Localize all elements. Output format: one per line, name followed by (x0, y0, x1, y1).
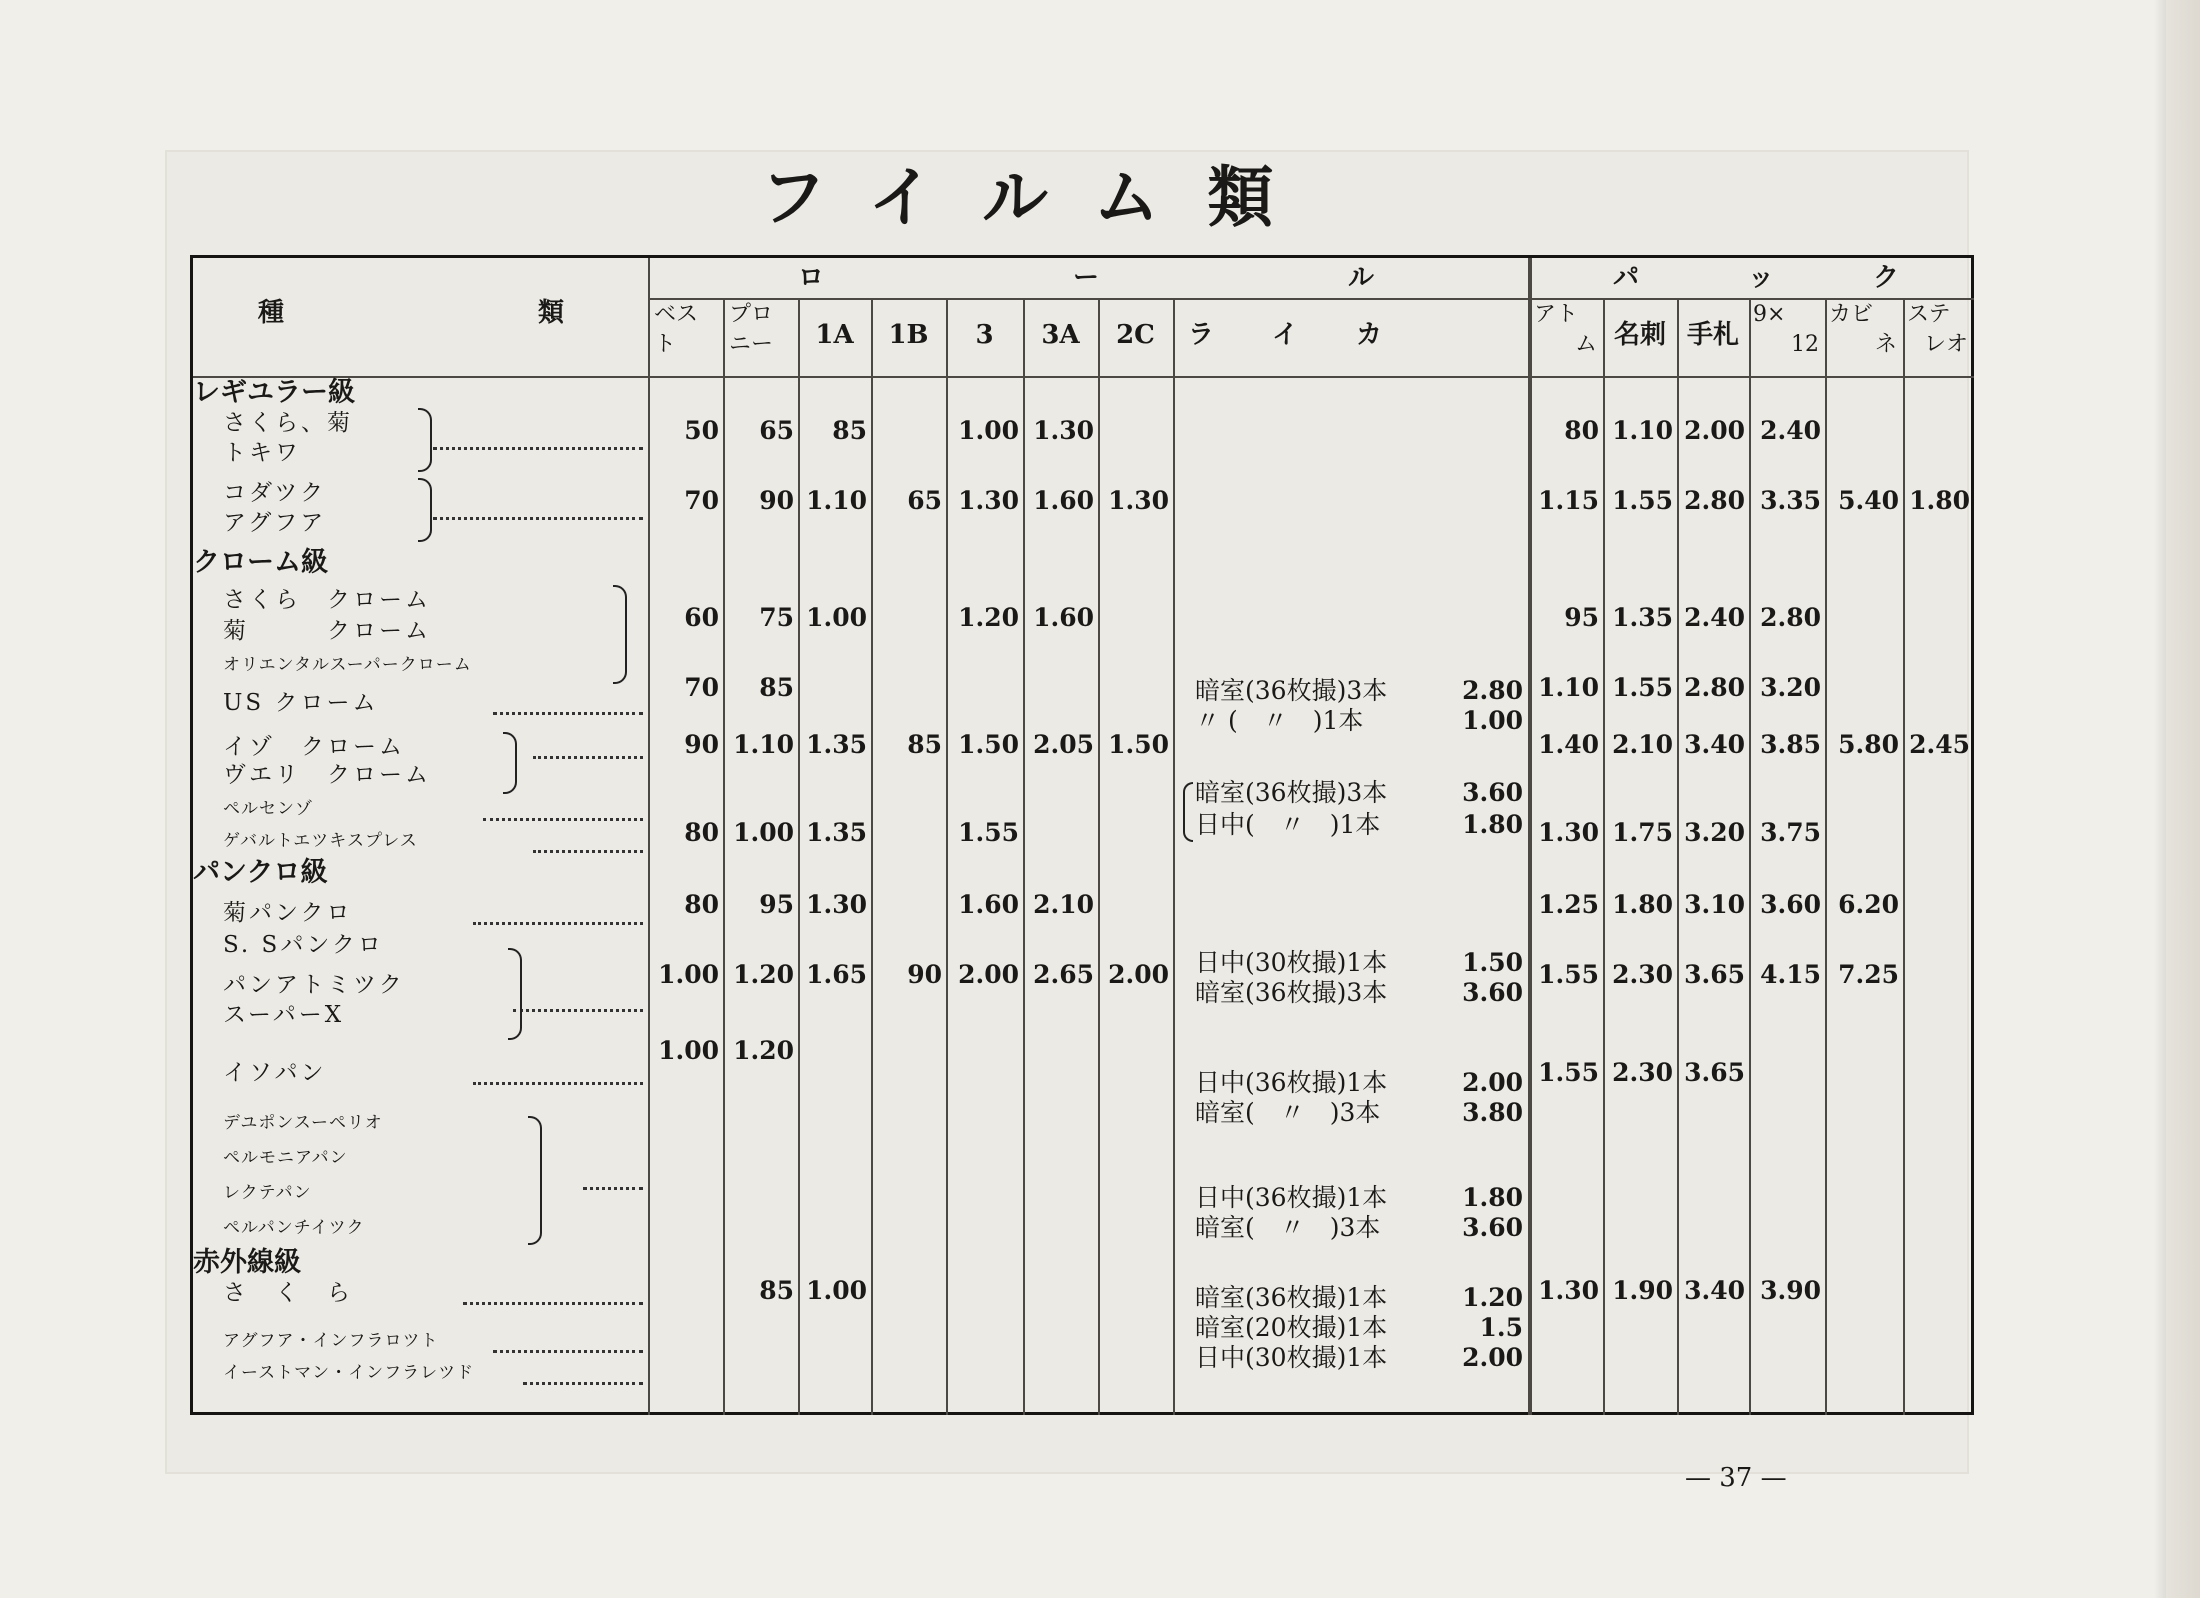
roll-price: 1.60 (958, 890, 1019, 919)
roll-price: 70 (684, 673, 719, 702)
leader-dots (493, 1350, 643, 1353)
header-roll-col-bottom: ト (654, 332, 677, 357)
brace-bracket (1183, 782, 1193, 842)
pack-price: 3.10 (1684, 890, 1745, 919)
pack-price: 3.85 (1760, 730, 1821, 759)
film-name: S. Sパンクロ (223, 932, 384, 958)
pack-price: 3.20 (1760, 673, 1821, 702)
header-pack-col-bottom: 12 (1791, 332, 1819, 357)
film-name: オリエンタルスーパークローム (223, 655, 472, 675)
roll-price: 1.00 (806, 1276, 867, 1305)
leader-dots (473, 922, 643, 925)
brace-bracket (503, 732, 517, 794)
header-roll-2: ー (1073, 263, 1100, 293)
pack-price: 2.45 (1909, 730, 1970, 759)
leader-dots (433, 517, 643, 520)
leica-entry-price: 1.80 (1462, 810, 1523, 839)
roll-price: 1.10 (806, 486, 867, 515)
pack-price: 1.25 (1538, 890, 1599, 919)
pack-price: 1.35 (1612, 603, 1673, 632)
roll-price: 2.05 (1033, 730, 1094, 759)
roll-price: 65 (907, 486, 942, 515)
pack-price: 3.75 (1760, 818, 1821, 847)
vline (1098, 298, 1100, 1415)
roll-price: 1.55 (958, 818, 1019, 847)
film-name: コダツク (223, 480, 327, 506)
leader-dots (463, 1302, 643, 1305)
header-pack-col: 名刺 (1613, 320, 1666, 350)
film-name: イソパン (223, 1060, 327, 1086)
pack-price: 3.90 (1760, 1276, 1821, 1305)
page-number: — 37 — (1685, 1463, 1787, 1493)
leica-entry-label: 日中(36枚撮)1本 (1195, 1068, 1388, 1097)
header-pack-col-top: カビ (1829, 302, 1874, 327)
brace-bracket (528, 1116, 542, 1245)
roll-price: 1.10 (733, 730, 794, 759)
pack-price: 1.55 (1612, 486, 1673, 515)
pack-price: 1.30 (1538, 1276, 1599, 1305)
film-price-table (190, 255, 1974, 1415)
pack-price: 1.10 (1538, 673, 1599, 702)
header-roll-3: ル (1348, 263, 1375, 293)
header-pack-1: パ (1613, 263, 1640, 293)
vline (1677, 298, 1679, 1415)
pack-price: 6.20 (1838, 890, 1899, 919)
roll-price: 1.35 (806, 730, 867, 759)
roll-price: 60 (684, 603, 719, 632)
leader-dots (473, 1082, 643, 1085)
film-name: さ く ら (223, 1280, 353, 1306)
film-name: パンアトミツク (223, 972, 405, 998)
leader-dots (523, 1382, 643, 1385)
pack-price: 2.30 (1612, 960, 1673, 989)
film-name: ヴエリ クローム (223, 762, 431, 788)
roll-price: 80 (684, 890, 719, 919)
roll-price: 90 (759, 486, 794, 515)
header-roll-1: ロ (798, 263, 825, 293)
film-name: イゾ クローム (223, 734, 405, 760)
roll-price: 2.00 (958, 960, 1019, 989)
section-label: レギユラー級 (193, 377, 355, 408)
pack-price: 1.55 (1538, 960, 1599, 989)
header-pack-col-bottom: ム (1574, 332, 1597, 357)
header-leica: ラ イ カ (1188, 320, 1399, 350)
roll-price: 1.60 (1033, 486, 1094, 515)
leica-entry-label: 暗室( 〃 )3本 (1195, 1213, 1381, 1242)
leica-entry-label: 暗室( 〃 )3本 (1195, 1098, 1381, 1127)
film-name: アグフア (223, 510, 327, 536)
brace-bracket (418, 478, 432, 542)
leica-entry-label: 暗室(20枚撮)1本 (1195, 1313, 1388, 1342)
roll-price: 1.00 (658, 1036, 719, 1065)
section-label: パンクロ級 (193, 857, 328, 888)
film-name: さくら、菊 (223, 410, 353, 436)
roll-price: 1.20 (733, 1036, 794, 1065)
header-pack-3: ク (1873, 263, 1900, 293)
leica-entry-price: 3.60 (1462, 1213, 1523, 1242)
roll-price: 1.00 (733, 818, 794, 847)
header-pack-col-bottom: レオ (1923, 332, 1968, 357)
header-roll-col-bottom: ニー (729, 332, 774, 357)
roll-price: 2.65 (1033, 960, 1094, 989)
section-label: クローム級 (193, 547, 328, 578)
pack-price: 3.60 (1760, 890, 1821, 919)
film-name: ペルセンゾ (223, 799, 313, 819)
pack-price: 3.65 (1684, 1058, 1745, 1087)
leica-entry-label: 暗室(36枚撮)3本 (1195, 978, 1388, 1007)
roll-price: 1.60 (1033, 603, 1094, 632)
pack-price: 5.40 (1838, 486, 1899, 515)
vline (1825, 298, 1827, 1415)
header-kind-right: 類 (538, 298, 565, 328)
pack-price: 1.40 (1538, 730, 1599, 759)
brace-bracket (613, 585, 627, 684)
pack-price: 1.80 (1612, 890, 1673, 919)
header-pack-2: ッ (1748, 263, 1775, 293)
leader-dots (433, 447, 643, 450)
leica-entry-price: 2.00 (1462, 1068, 1523, 1097)
header-roll-col-top: プロ (729, 302, 774, 327)
leader-dots (483, 818, 643, 821)
pack-price: 1.90 (1612, 1276, 1673, 1305)
roll-price: 90 (907, 960, 942, 989)
pack-price: 2.40 (1760, 416, 1821, 445)
leader-dots (513, 1009, 643, 1012)
film-name: アグフア・インフラロツト (223, 1331, 439, 1351)
leica-entry-label: 暗室(36枚撮)1本 (1195, 1283, 1388, 1312)
header-pack-col-top: アト (1534, 302, 1579, 327)
pack-price: 1.15 (1538, 486, 1599, 515)
roll-price: 1.65 (806, 960, 867, 989)
leica-entry-label: 日中(36枚撮)1本 (1195, 1183, 1388, 1212)
leica-entry-price: 1.20 (1462, 1283, 1523, 1312)
roll-price: 1.30 (958, 486, 1019, 515)
roll-price: 1.30 (1033, 416, 1094, 445)
pack-price: 1.75 (1612, 818, 1673, 847)
roll-price: 2.10 (1033, 890, 1094, 919)
pack-price: 5.80 (1838, 730, 1899, 759)
pack-price: 3.20 (1684, 818, 1745, 847)
roll-price: 1.20 (733, 960, 794, 989)
roll-price: 1.30 (806, 890, 867, 919)
pack-price: 3.35 (1760, 486, 1821, 515)
header-roll-col-top: ベス (654, 302, 699, 327)
leica-entry-price: 2.00 (1462, 1343, 1523, 1372)
header-pack-col-bottom: ネ (1874, 332, 1897, 357)
vline (1749, 298, 1751, 1415)
pack-price: 4.15 (1760, 960, 1821, 989)
pack-price: 3.65 (1684, 960, 1745, 989)
leica-entry-price: 1.5 (1479, 1313, 1523, 1342)
roll-price: 85 (759, 1276, 794, 1305)
roll-price: 2.00 (1108, 960, 1169, 989)
roll-price: 75 (759, 603, 794, 632)
header-roll-col: 1A (815, 320, 854, 350)
header-pack-col-top: ステ (1907, 302, 1951, 327)
vline (871, 298, 873, 1415)
leica-entry-label: 暗室(36枚撮)3本 (1195, 778, 1388, 807)
roll-price: 50 (684, 416, 719, 445)
vline (1603, 298, 1605, 1415)
film-name: ペルパンチイツク (223, 1218, 365, 1238)
leica-entry-label: 日中(30枚撮)1本 (1195, 1343, 1388, 1372)
roll-price: 85 (832, 416, 867, 445)
hline-header-bottom (193, 376, 1974, 378)
pack-price: 1.30 (1538, 818, 1599, 847)
header-roll-col: 1B (888, 320, 929, 350)
pack-price: 95 (1564, 603, 1599, 632)
leica-entry-price: 3.60 (1462, 978, 1523, 1007)
leica-entry-label: 〃 ( 〃 )1本 (1195, 706, 1364, 735)
roll-price: 95 (759, 890, 794, 919)
leader-dots (533, 850, 643, 853)
roll-price: 65 (759, 416, 794, 445)
leader-dots (533, 756, 643, 759)
pack-price: 2.00 (1684, 416, 1745, 445)
pack-price: 3.40 (1684, 1276, 1745, 1305)
vline (1903, 298, 1905, 1415)
vline (1023, 298, 1025, 1415)
pack-price: 2.80 (1684, 486, 1745, 515)
header-pack-col: 手札 (1686, 320, 1739, 350)
roll-price: 85 (907, 730, 942, 759)
film-name: US クローム (223, 690, 379, 716)
leica-entry-price: 3.80 (1462, 1098, 1523, 1127)
pack-price: 2.80 (1684, 673, 1745, 702)
leader-dots (583, 1187, 643, 1190)
film-name: デユポンスーペリオ (223, 1113, 383, 1133)
page-edge (2166, 0, 2200, 1598)
pack-price: 80 (1564, 416, 1599, 445)
roll-price: 80 (684, 818, 719, 847)
roll-price: 1.30 (1108, 486, 1169, 515)
leader-dots (493, 712, 643, 715)
pack-price: 1.80 (1909, 486, 1970, 515)
pack-price: 2.40 (1684, 603, 1745, 632)
film-name: ペルモニアパン (223, 1148, 348, 1168)
film-name: 菊パンクロ (223, 900, 353, 926)
header-kind-left: 種 (258, 298, 285, 328)
film-name: イーストマン・インフラレツド (223, 1363, 475, 1383)
header-roll-col: 3 (975, 320, 994, 350)
pack-price: 1.55 (1612, 673, 1673, 702)
film-name: レクテパン (223, 1183, 312, 1203)
vline (798, 298, 800, 1415)
film-name: さくら クローム (223, 587, 431, 613)
film-name: スーパーX (223, 1002, 345, 1028)
pack-price: 2.80 (1760, 603, 1821, 632)
roll-price: 70 (684, 486, 719, 515)
pack-price: 2.30 (1612, 1058, 1673, 1087)
film-name: 菊 クローム (223, 618, 431, 644)
brace-bracket (418, 408, 432, 472)
roll-price: 1.50 (958, 730, 1019, 759)
header-roll-col: 2C (1116, 320, 1155, 350)
brace-bracket (508, 948, 522, 1040)
roll-price: 1.00 (806, 603, 867, 632)
page-title: フイルム類 (760, 158, 1322, 236)
film-name: トキワ (223, 440, 301, 466)
roll-price: 85 (759, 673, 794, 702)
leica-entry-price: 1.50 (1462, 948, 1523, 977)
roll-price: 1.00 (958, 416, 1019, 445)
leica-entry-label: 日中( 〃 )1本 (1195, 810, 1381, 839)
film-name: ゲバルトエツキスプレス (223, 831, 418, 851)
pack-price: 1.55 (1538, 1058, 1599, 1087)
leica-entry-price: 1.00 (1462, 706, 1523, 735)
pack-price: 2.10 (1612, 730, 1673, 759)
vline (946, 298, 948, 1415)
pack-price: 7.25 (1838, 960, 1899, 989)
vline (1173, 298, 1175, 1415)
roll-price: 90 (684, 730, 719, 759)
leica-entry-price: 2.80 (1462, 676, 1523, 705)
leica-entry-price: 1.80 (1462, 1183, 1523, 1212)
page-gutter-shadow (2154, 0, 2166, 1598)
leica-entry-label: 日中(30枚撮)1本 (1195, 948, 1388, 977)
header-pack-col-top: 9× (1753, 302, 1786, 327)
leica-entry-label: 暗室(36枚撮)3本 (1195, 676, 1388, 705)
roll-price: 1.00 (658, 960, 719, 989)
pack-price: 1.10 (1612, 416, 1673, 445)
roll-price: 1.50 (1108, 730, 1169, 759)
roll-price: 1.20 (958, 603, 1019, 632)
roll-price: 1.35 (806, 818, 867, 847)
pack-price: 3.40 (1684, 730, 1745, 759)
section-label: 赤外線級 (193, 1247, 301, 1278)
vline (723, 298, 725, 1415)
leica-entry-price: 3.60 (1462, 778, 1523, 807)
header-roll-col: 3A (1041, 320, 1080, 350)
